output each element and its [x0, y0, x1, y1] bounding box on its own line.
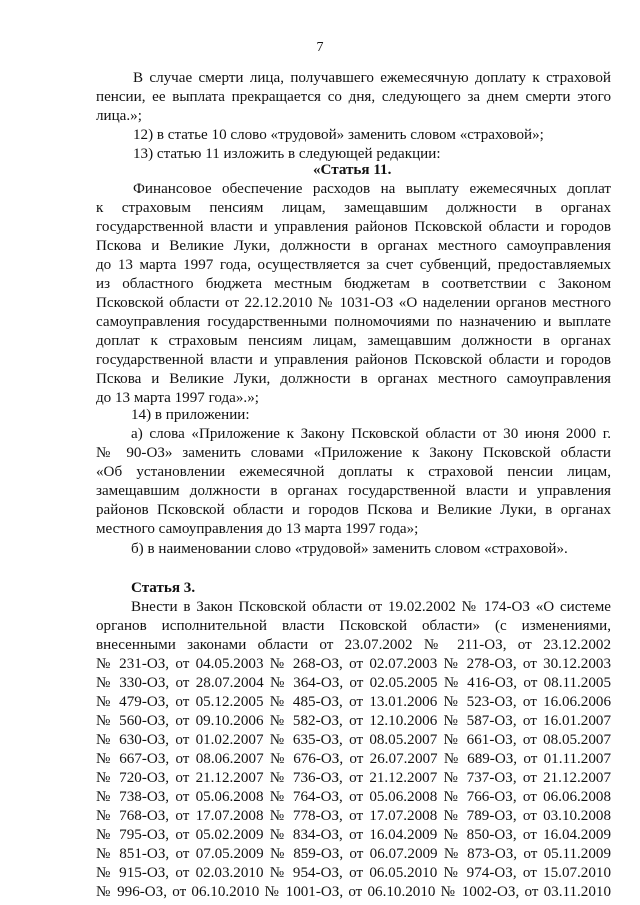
text-line: 12) в статье 10 слово «трудовой» заменить словом «страховой»;	[133, 127, 544, 143]
text-line: органов исполнительной власти Псковской области» (с изменениями,	[96, 618, 611, 634]
text-line: государственной власти и управления районов Псковской области и городов	[96, 352, 611, 368]
text-line: самоуправления государственными полномочиями по назначению и выплате	[96, 314, 611, 330]
text-line: б) в наименовании слово «трудовой» заменить словом «страховой».	[131, 541, 568, 557]
text-line: № 768-ОЗ, от 17.07.2008 № 778-ОЗ, от 17.07.2008 № 789-ОЗ, от 03.10.2008	[96, 808, 611, 824]
text-line: Финансовое обеспечение расходов на выплату ежемесячных доплат	[133, 181, 611, 197]
text-line: до 13 марта 1997 года, осуществляется за счет субвенций, предоставляемых	[96, 257, 611, 273]
text-line: а) слова «Приложение к Закону Псковской области от 30 июня 2000 г.	[131, 426, 611, 442]
text-line: № 996-ОЗ, от 06.10.2010 № 1001-ОЗ, от 06.10.2010 № 1002-ОЗ, от 03.11.2010	[96, 884, 611, 900]
text-line: № 851-ОЗ, от 07.05.2009 № 859-ОЗ, от 06.07.2009 № 873-ОЗ, от 05.11.2009	[96, 846, 611, 862]
text-line: лица.»;	[96, 108, 142, 124]
text-line: № 479-ОЗ, от 05.12.2005 № 485-ОЗ, от 13.01.2006 № 523-ОЗ, от 16.06.2006	[96, 694, 611, 710]
text-line: районов Псковской области и городов Пскова и Великие Луки, в органах	[96, 502, 611, 518]
text-line: из областного бюджета местным бюджетам в соответствии с Законом	[96, 276, 611, 292]
text-line: до 13 марта 1997 года».»;	[96, 390, 259, 406]
text-line: № 231-ОЗ, от 04.05.2003 № 268-ОЗ, от 02.07.2003 № 278-ОЗ, от 30.12.2003	[96, 656, 611, 672]
text-line: замещавшим должности в органах государственной власти и управления	[96, 483, 611, 499]
text-line: к страховым пенсиям лицам, замещавшим должности в органах	[96, 200, 611, 216]
article-heading: Статья 3.	[131, 580, 196, 596]
article-heading: «Статья 11.	[313, 162, 392, 178]
text-line: Пскова и Великие Луки, должности в органах местного самоуправления	[96, 371, 611, 387]
page-number: 7	[316, 40, 324, 55]
text-line: В случае смерти лица, получавшего ежемесячную доплату к страховой	[133, 70, 611, 86]
text-line: доплат к страховым пенсиям лицам, замещавшим должности в органах	[96, 333, 611, 349]
text-line: Внести в Закон Псковской области от 19.02.2002 № 174-ОЗ «О системе	[131, 599, 611, 615]
text-line: «Об установлении ежемесячной доплаты к страховой пенсии лицам,	[96, 464, 611, 480]
text-line: № 915-ОЗ, от 02.03.2010 № 954-ОЗ, от 06.05.2010 № 974-ОЗ, от 15.07.2010	[96, 865, 611, 881]
text-line: Псковской области от 22.12.2010 № 1031-ОЗ «О наделении органов местного	[96, 295, 611, 311]
text-line: № 667-ОЗ, от 08.06.2007 № 676-ОЗ, от 26.07.2007 № 689-ОЗ, от 01.11.2007	[96, 751, 611, 767]
text-line: местного самоуправления до 13 марта 1997 года»;	[96, 521, 419, 537]
text-line: № 330-ОЗ, от 28.07.2004 № 364-ОЗ, от 02.05.2005 № 416-ОЗ, от 08.11.2005	[96, 675, 611, 691]
text-line: № 738-ОЗ, от 05.06.2008 № 764-ОЗ, от 05.06.2008 № 766-ОЗ, от 06.06.2008	[96, 789, 611, 805]
text-line: 13) статью 11 изложить в следующей редакции:	[133, 146, 441, 162]
text-line: № 90-ОЗ» заменить словами «Приложение к Закону Псковской области	[96, 445, 611, 461]
text-line: № 795-ОЗ, от 05.02.2009 № 834-ОЗ, от 16.04.2009 № 850-ОЗ, от 16.04.2009	[96, 827, 611, 843]
text-line: № 630-ОЗ, от 01.02.2007 № 635-ОЗ, от 08.05.2007 № 661-ОЗ, от 08.05.2007	[96, 732, 611, 748]
text-line: внесенными законами области от 23.07.2002 № 211-ОЗ, от 23.12.2002	[96, 637, 611, 653]
text-line: пенсии, ее выплата прекращается со дня, следующего за днем смерти этого	[96, 89, 611, 105]
text-line: 14) в приложении:	[131, 407, 250, 423]
text-line: № 560-ОЗ, от 09.10.2006 № 582-ОЗ, от 12.10.2006 № 587-ОЗ, от 16.01.2007	[96, 713, 611, 729]
text-line: № 720-ОЗ, от 21.12.2007 № 736-ОЗ, от 21.12.2007 № 737-ОЗ, от 21.12.2007	[96, 770, 611, 786]
text-line: государственной власти и управления районов Псковской области и городов	[96, 219, 611, 235]
text-line: Пскова и Великие Луки, должности в органах местного самоуправления	[96, 238, 611, 254]
